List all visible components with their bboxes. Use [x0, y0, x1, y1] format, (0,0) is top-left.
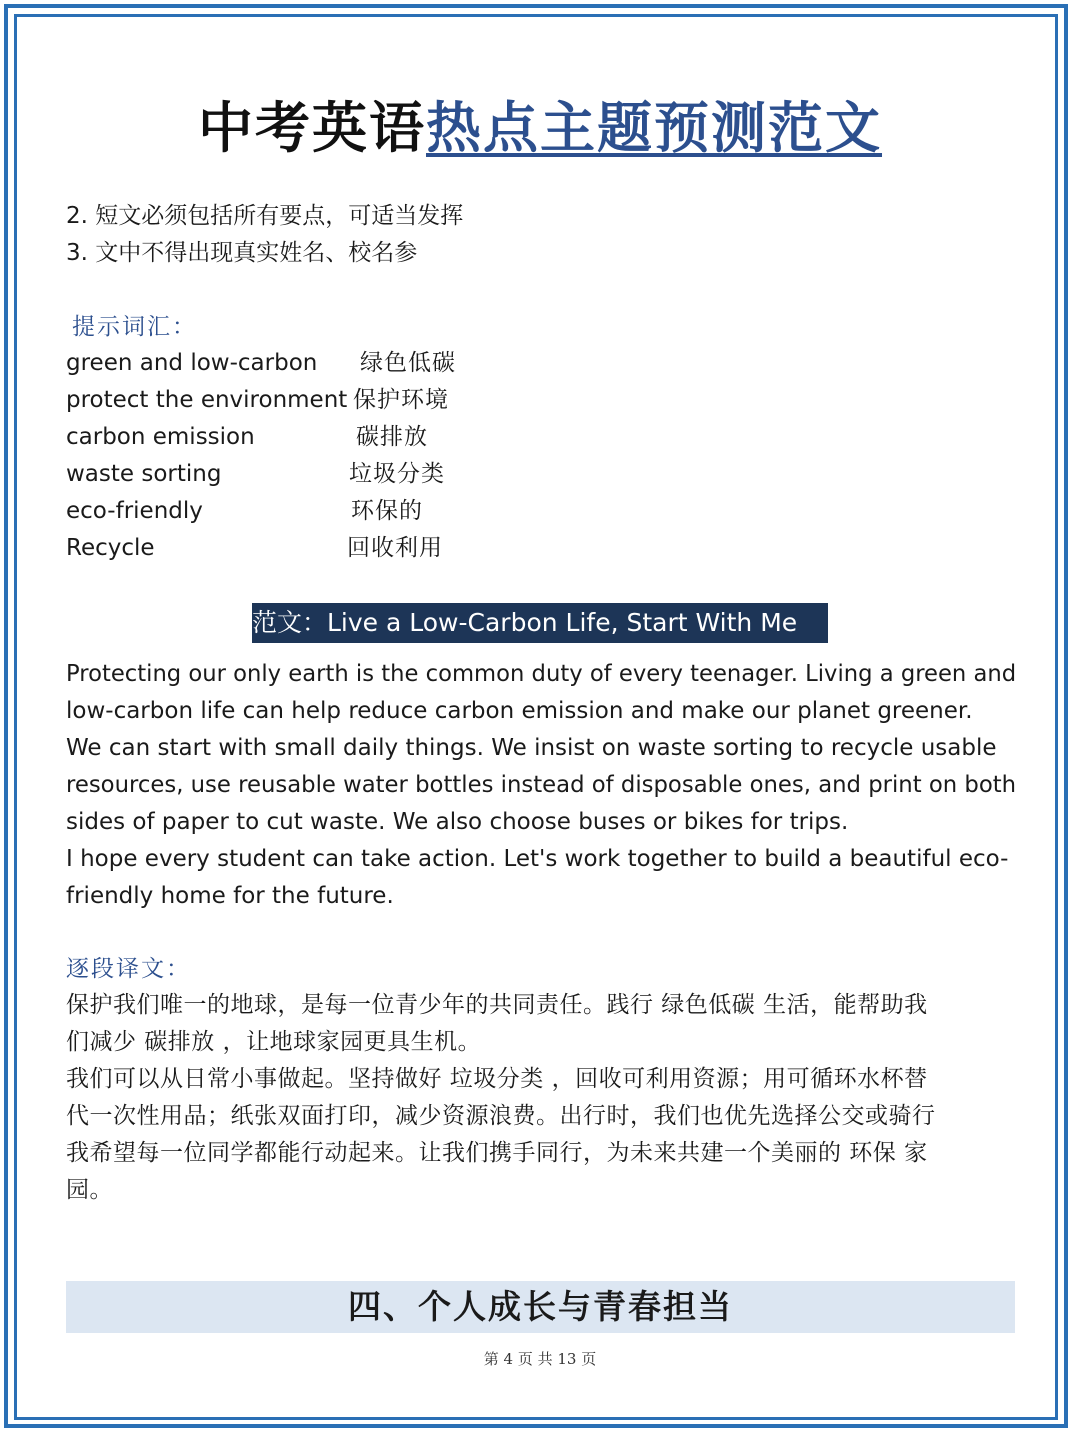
translation-line: 代一次性用品；纸张双面打印，减少资源浪费。出行时，我们也优先选择公交或骑行 — [66, 1103, 936, 1129]
vocab-english: protect the environment — [66, 387, 348, 413]
vocab-chinese: 碳排放 — [356, 424, 428, 450]
translation-line: 园。 — [66, 1177, 113, 1203]
vocab-row — [66, 382, 566, 419]
vocab-english: waste sorting — [66, 461, 222, 487]
title-part-1: 中考英语 — [197, 96, 426, 160]
vocab-row — [66, 456, 566, 493]
translation-line: 们减少 碳排放 ，让地球家园更具生机。 — [66, 1029, 482, 1055]
vocab-row — [66, 493, 566, 530]
essay-line: Protecting our only earth is the common duty of every teenager. Living a green and — [66, 661, 1017, 687]
vocab-english: carbon emission — [66, 424, 255, 450]
vocab-chinese: 回收利用 — [347, 535, 443, 561]
translation-body — [66, 987, 1016, 1209]
essay-line: friendly home for the future. — [66, 883, 394, 909]
vocab-chinese: 垃圾分类 — [349, 461, 445, 487]
vocab-english: eco-friendly — [66, 498, 203, 524]
requirements-list — [66, 198, 463, 272]
translation-line: 我希望每一位同学都能行动起来。让我们携手同行，为未来共建一个美丽的 环保 家 — [66, 1140, 928, 1166]
essay-line: sides of paper to cut waste. We also choose buses or bikes for trips. — [66, 809, 849, 835]
vocab-english: green and low-carbon — [66, 350, 318, 376]
title-part-2: 热点主题预测范文 — [426, 96, 883, 160]
vocab-list — [66, 345, 566, 567]
page-number: 第 4 页 共 13 页 — [483, 1350, 597, 1368]
vocab-chinese: 环保的 — [351, 498, 423, 524]
requirement-item: 3. 文中不得出现真实姓名、校名参 — [66, 240, 418, 266]
essay-line: low-carbon life can help reduce carbon emission and make our planet greener. — [66, 698, 973, 724]
vocab-chinese: 保护环境 — [353, 387, 449, 413]
essay-title: 范文：Live a Low-Carbon Life, Start With Me — [252, 603, 828, 643]
essay-body — [66, 656, 1016, 915]
vocab-chinese: 绿色低碳 — [360, 350, 456, 376]
vocab-row — [66, 530, 566, 567]
page-title — [0, 88, 1080, 168]
vocab-row — [66, 419, 566, 456]
requirement-item: 2. 短文必须包括所有要点，可适当发挥 — [66, 203, 464, 229]
essay-line: We can start with small daily things. We insist on waste sorting to recycle usable — [66, 735, 997, 761]
translation-heading: 逐段译文： — [66, 956, 191, 982]
vocab-heading: 提示词汇： — [72, 314, 197, 340]
essay-line: I hope every student can take action. Let's work together to build a beautiful eco- — [66, 846, 1009, 872]
section-heading: 四、个人成长与青春担当 — [66, 1281, 1015, 1333]
vocab-row — [66, 345, 566, 382]
translation-line: 保护我们唯一的地球，是每一位青少年的共同责任。践行 绿色低碳 生活，能帮助我 — [66, 992, 928, 1018]
essay-line: resources, use reusable water bottles instead of disposable ones, and print on both — [66, 772, 1017, 798]
vocab-english: Recycle — [66, 535, 155, 561]
translation-line: 我们可以从日常小事做起。坚持做好 垃圾分类 ，回收可利用资源；用可循环水杯替 — [66, 1066, 928, 1092]
